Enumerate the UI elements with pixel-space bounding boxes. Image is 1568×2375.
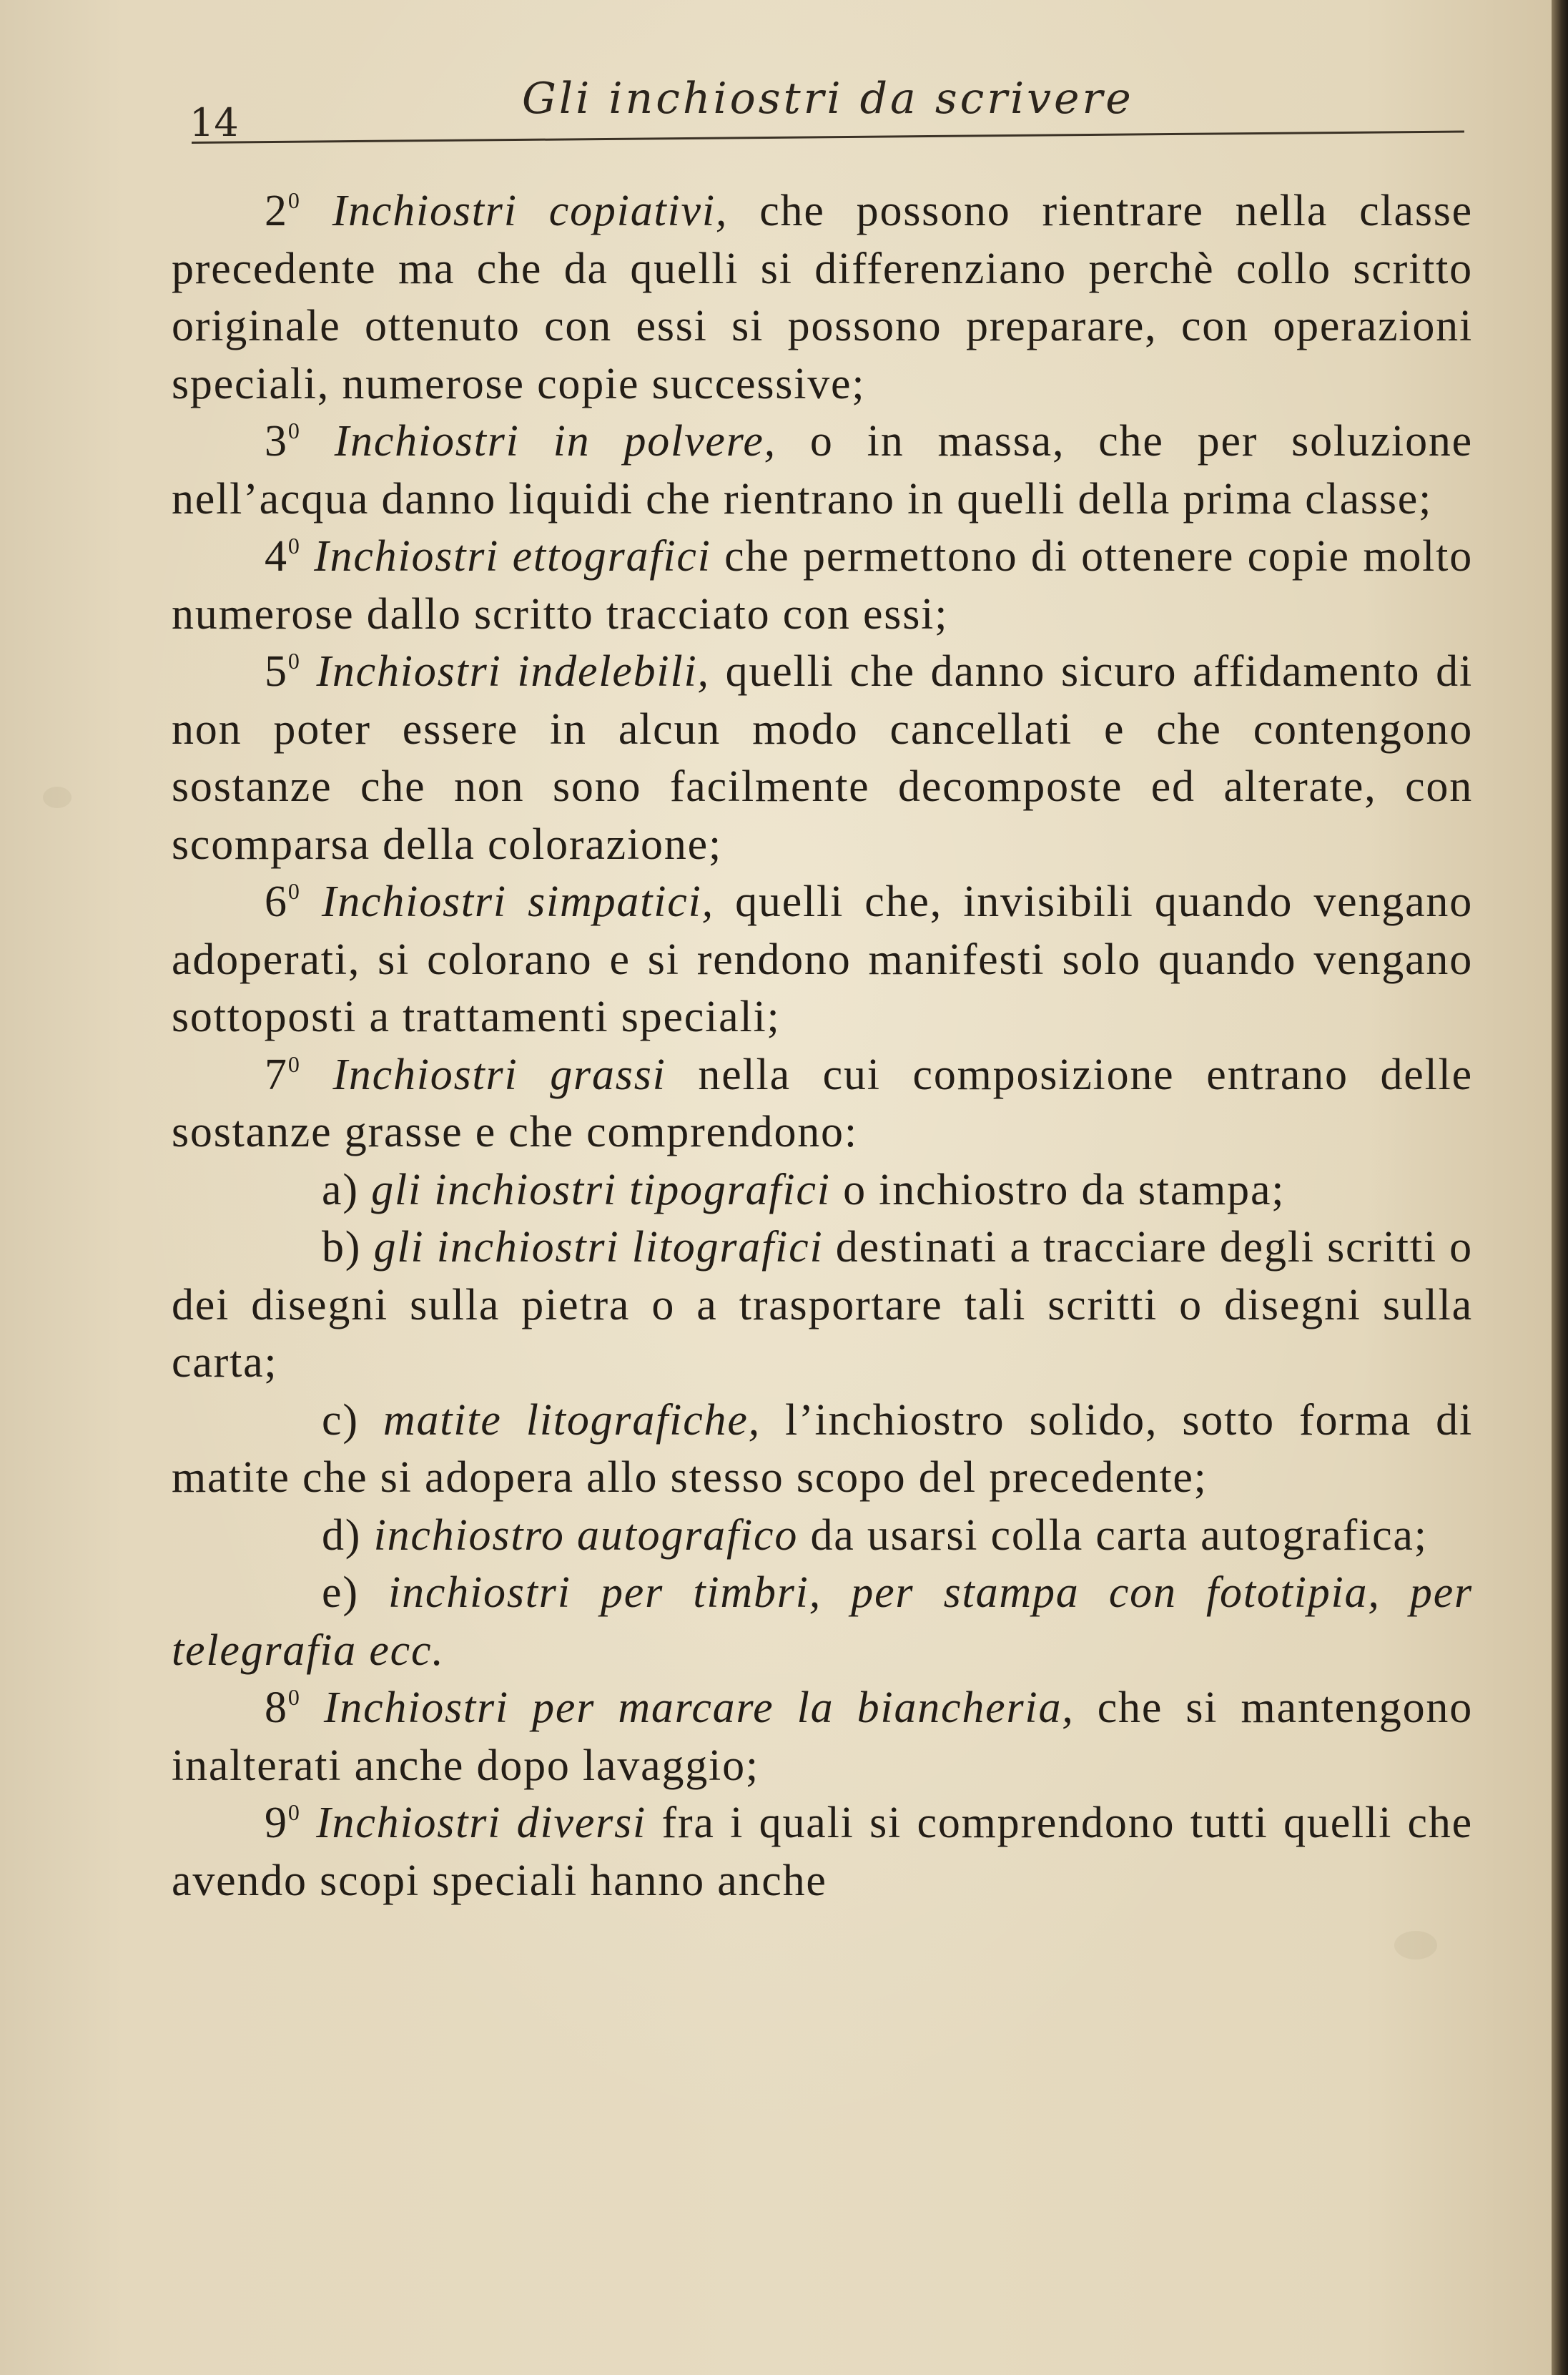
paper-stain [43, 787, 72, 808]
item-title: Inchiostri diversi [316, 1799, 647, 1847]
item-title: Inchiostri in polvere, [334, 417, 776, 466]
item-title: Inchiostri simpatici, [321, 877, 714, 926]
paper-stain [1394, 1931, 1437, 1960]
list-item [172, 643, 1473, 873]
sub-item-title: inchiostri per timbri, per stampa con fototipia, per telegrafia ecc. [172, 1568, 1473, 1675]
page-header [172, 68, 1466, 145]
item-text: che permettono di ottenere copie molto numerose dallo scritto tracciato con essi; [172, 532, 1473, 639]
sub-item-letter: d) [322, 1510, 362, 1560]
sub-list-item [172, 1392, 1473, 1507]
list-item [172, 1794, 1473, 1909]
item-number: $9^0$ [265, 1799, 301, 1847]
item-number: $6^0$ [265, 877, 301, 926]
item-text: quelli che danno sicuro affidamento di non poter essere in alcun modo cancellati e che contengono sostanze che non sono facilmente decomposte ed alterate, con scomparsa della colorazione; [172, 647, 1473, 869]
item-number: $2^0$ [265, 187, 301, 235]
sub-list-item [172, 1564, 1473, 1679]
sub-item-text: da usarsi colla carta autografica; [798, 1510, 1428, 1560]
sub-item-text: l’inchiostro solido, sotto forma di matite che si adopera allo stesso scopo del precedente; [172, 1395, 1473, 1502]
list-item [172, 1046, 1473, 1161]
item-number: $8^0$ [265, 1683, 301, 1732]
item-number: $7^0$ [265, 1050, 301, 1099]
sub-item-title: matite litografiche, [383, 1395, 761, 1445]
item-title: Inchiostri per marcare la biancheria, [323, 1683, 1075, 1732]
item-title: Inchiostri copiativi, [332, 187, 729, 235]
item-text: quelli che, invisibili quando vengano adoperati, si colorano e si rendono manifesti solo quando vengano sottoposti a trattamenti speciali; [172, 877, 1473, 1041]
sub-list-item [172, 1507, 1473, 1565]
list-item [172, 1679, 1473, 1794]
sub-item-letter: a) [322, 1165, 359, 1214]
sub-item-letter: e) [322, 1568, 359, 1617]
item-text: che possono rientrare nella classe precedente ma che da quelli si differenziano perchè collo scritto originale ottenuto con essi si possono preparare, con operazioni speciali, numerose copie successive; [172, 187, 1473, 408]
sub-item-title: gli inchiostri litografici [373, 1223, 824, 1272]
item-text: o in massa, che per soluzione nell’acqua danno liquidi che rientrano in quelli della prima classe; [172, 417, 1473, 523]
sub-item-title: inchiostro autografico [373, 1510, 799, 1560]
sub-item-letter: b) [322, 1223, 362, 1272]
item-title: Inchiostri ettografici [314, 532, 711, 581]
page-body [172, 182, 1473, 1909]
list-item [172, 413, 1473, 528]
list-item [172, 528, 1473, 643]
page-edge [1552, 0, 1568, 2375]
sub-item-text: destinati a tracciare degli scritti o dei disegni sulla pietra o a trasportare tali scritti o disegni sulla carta; [172, 1223, 1473, 1387]
sub-item-text: o inchiostro da stampa; [830, 1165, 1286, 1214]
item-text: nella cui composizione entrano delle sostanze grasse e che comprendono: [172, 1050, 1474, 1156]
item-number: $5^0$ [265, 647, 301, 696]
list-item [172, 873, 1473, 1046]
header-rule [192, 130, 1464, 144]
sub-list-item [172, 1161, 1473, 1219]
list-item [172, 182, 1473, 413]
item-title: Inchiostri indelebili, [316, 647, 710, 696]
page-number: 14 [189, 100, 239, 145]
item-text: fra i quali si comprendono tutti quelli che avendo scopi speciali hanno anche [172, 1799, 1473, 1905]
item-title: Inchiostri grassi [332, 1050, 666, 1099]
item-number: $3^0$ [265, 417, 301, 466]
item-text: che si mantengono inalterati anche dopo lavaggio; [172, 1683, 1473, 1790]
sub-item-title: gli inchiostri tipografici [371, 1165, 831, 1214]
item-number: $4^0$ [265, 532, 301, 581]
sub-list-item [172, 1219, 1473, 1392]
sub-item-letter: c) [322, 1395, 359, 1445]
running-title: Gli inchiostri da scrivere [522, 74, 1134, 124]
